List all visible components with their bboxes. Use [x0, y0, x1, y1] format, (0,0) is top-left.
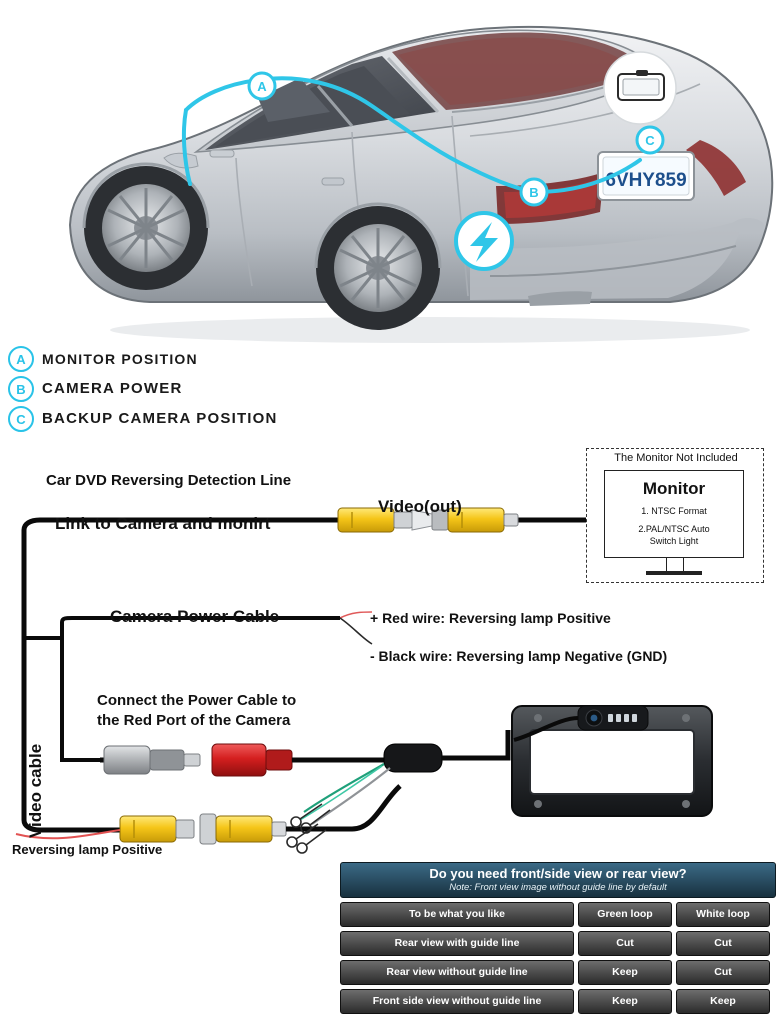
- inline-module: [340, 730, 508, 772]
- options-header: [340, 862, 776, 898]
- monitor-foot: [646, 571, 702, 575]
- monitor-screen: [604, 470, 744, 558]
- svg-text:A: A: [257, 79, 267, 94]
- options-header-note: Note: Front view image without guide line by default: [449, 882, 667, 893]
- power-bolt-icon: [456, 213, 512, 269]
- label-black-wire: - Black wire: Reversing lamp Negative (GND): [370, 648, 668, 664]
- legend-label-backup-camera-position: BACKUP CAMERA POSITION: [42, 410, 278, 428]
- monitor-spec-1: 1. NTSC Format: [641, 506, 707, 516]
- marker-a: [249, 73, 275, 99]
- option-label[interactable]: Rear view without guide line: [340, 960, 574, 985]
- legend-badge-b: B: [8, 376, 34, 402]
- loop-wires: [287, 764, 390, 853]
- car-plate-text: 6VHY859: [605, 170, 687, 191]
- option-white-loop[interactable]: Keep: [676, 989, 770, 1014]
- option-label[interactable]: Front side view without guide line: [340, 989, 574, 1014]
- label-link-to-camera: Link to Camera and monirt: [55, 514, 271, 533]
- option-label[interactable]: To be what you like: [340, 902, 574, 927]
- monitor-stand: [666, 558, 684, 572]
- label-camera-power-cable: Camera Power Cable: [110, 607, 280, 626]
- legend-item-camera-power: [8, 376, 428, 402]
- license-plate-frame-camera: [508, 700, 716, 830]
- option-green-loop[interactable]: Green loop: [578, 902, 672, 927]
- option-green-loop[interactable]: Keep: [578, 960, 672, 985]
- options-header-title: Do you need front/side view or rear view?: [429, 866, 687, 881]
- options-row: [340, 960, 776, 985]
- label-connect-power-line1: Connect the Power Cable to: [97, 692, 297, 709]
- legend-badge-c: C: [8, 406, 34, 432]
- label-detection-line: Car DVD Reversing Detection Line: [46, 472, 292, 489]
- label-video-out: Video(out): [378, 497, 462, 516]
- option-white-loop[interactable]: Cut: [676, 931, 770, 956]
- camera-plate-callout: [604, 52, 676, 124]
- monitor-title: Monitor: [642, 479, 706, 498]
- legend-item-monitor-position: [8, 346, 428, 372]
- label-reversing-lamp-positive: Reversing lamp Positive: [12, 842, 163, 857]
- monitor-spec-3: Switch Light: [649, 535, 699, 546]
- option-label[interactable]: Rear view with guide line: [340, 931, 574, 956]
- options-row: [340, 989, 776, 1014]
- monitor-caption: The Monitor Not Included: [614, 452, 738, 464]
- label-connect-power-line2: the Red Port of the Camera: [97, 712, 291, 729]
- option-green-loop[interactable]: Keep: [578, 989, 672, 1014]
- power-cable-connectors: [100, 744, 340, 776]
- view-options-table: [340, 862, 776, 1020]
- marker-c: [637, 127, 663, 153]
- legend: [8, 346, 428, 436]
- svg-text:C: C: [645, 133, 655, 148]
- legend-label-camera-power: CAMERA POWER: [42, 380, 183, 398]
- label-red-wire: + Red wire: Reversing lamp Positive: [370, 610, 611, 626]
- svg-text:B: B: [529, 185, 539, 200]
- monitor-spec-2: 2.PAL/NTSC Auto: [638, 524, 710, 535]
- option-white-loop[interactable]: Cut: [676, 960, 770, 985]
- label-video-cable: Video cable: [26, 743, 45, 838]
- legend-item-backup-camera-position: [8, 406, 428, 432]
- options-row: [340, 931, 776, 956]
- option-green-loop[interactable]: Cut: [578, 931, 672, 956]
- option-white-loop[interactable]: White loop: [676, 902, 770, 927]
- options-row: [340, 902, 776, 927]
- car-illustration: [0, 0, 781, 345]
- marker-b: [521, 179, 547, 205]
- legend-label-monitor-position: MONITOR POSITION: [42, 350, 198, 367]
- legend-badge-a: A: [8, 346, 34, 372]
